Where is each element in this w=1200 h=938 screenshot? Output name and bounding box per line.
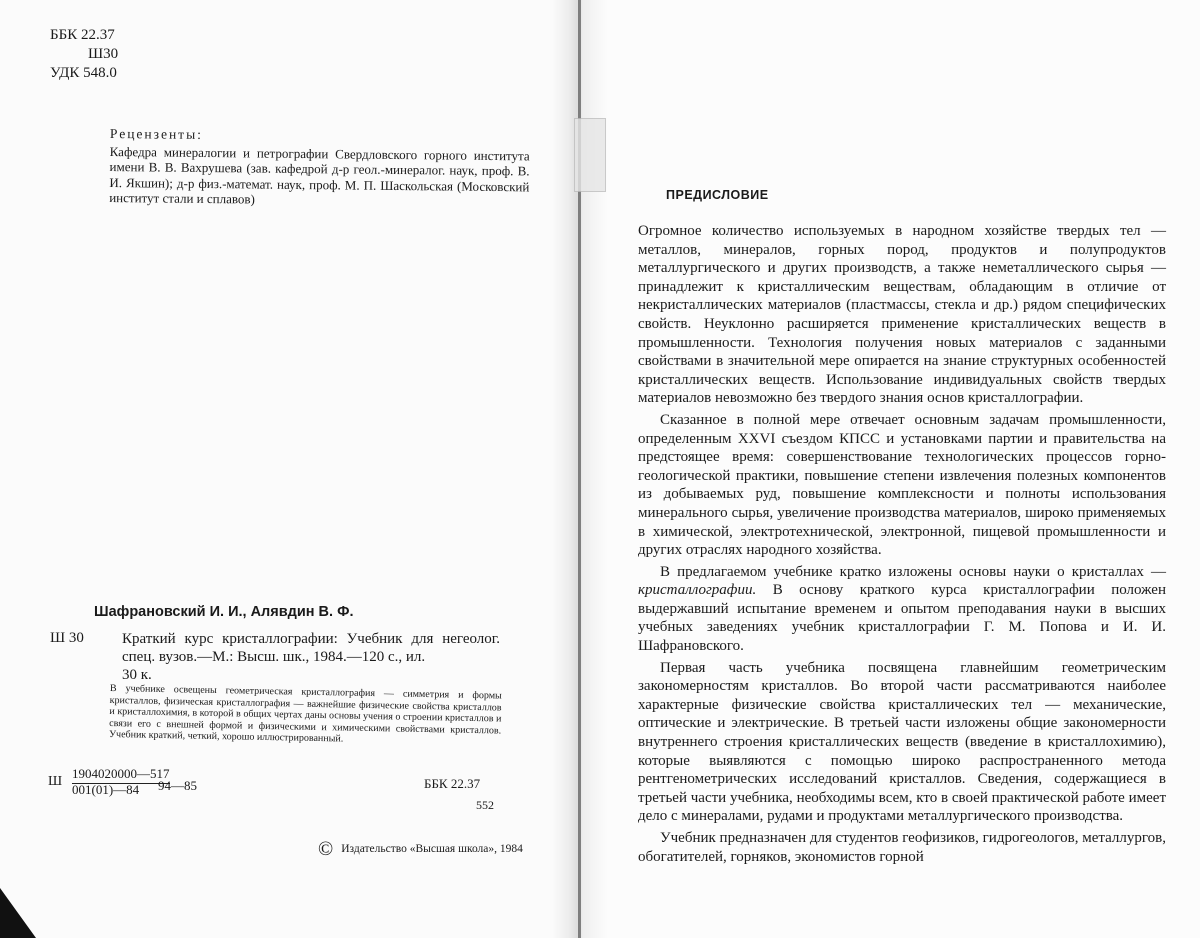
reviewers-title: Рецензенты: (109, 126, 204, 142)
preface-paragraph-5: Учебник предназначен для студентов геофизиков, гидрогеологов, металлургов, обогатителей, горняков, экономистов горной (638, 830, 1166, 865)
preface-paragraph-3-italic: кристаллографии. (638, 582, 757, 599)
book-authors: Шафрановский И. И., Алявдин В. Ф. (94, 604, 354, 620)
classification-codes (50, 26, 118, 83)
preface-heading: ПРЕДИСЛОВИЕ (666, 188, 769, 202)
copyright-line (318, 838, 523, 861)
preface-paragraph-3-start: В предлагаемом учебнике кратко изложены основы науки о кристаллах — (660, 563, 1166, 580)
isbn-denominator: 001(01)—84 (72, 782, 140, 797)
isbn-suffix: 94—85 (158, 778, 197, 793)
copyright-icon: © (318, 838, 334, 860)
catalog-number: 552 (476, 798, 494, 812)
binding-tape (574, 118, 606, 192)
bbk-code: ББК 22.37 (50, 27, 115, 43)
preface-paragraph-1: Огромное количество используемых в народном хозяйстве твердых тел — металлов, минералов, горных пород, продуктов и полупродуктов металлургического и других производств, а также неметаллического сырья — принадлежит к кристаллическим веществам, обладающим в отличие от некристаллических материалов (пластмассы, стекла и др.) рядом специфических свойств. Неуклонно расширяется применение кристаллических веществ в промышленности. Технология получения новых материалов с заданными свойствами в значительной мере опирается на знание структурных особенностей кристаллических веществ. Использование индивидуальных свойств твердых материалов невозможно без твердого знания основ кристаллографии. (638, 223, 1166, 407)
reviewers-block (109, 126, 530, 210)
bbk-code-bottom: ББК 22.37 (424, 776, 481, 791)
preface-body (638, 222, 1166, 869)
reviewers-text: Кафедра минералогии и петрографии Свердловского горного института имени В. В. Вахрушева (зав. кафедрой д-р геол.-минералог. наук, проф. В. И. Якшин); д-р физ.-математ. наук, проф. М. П. Шаскольская (Московский институт стали и сплавов) (109, 143, 530, 207)
book-price: 30 к. (122, 667, 152, 683)
preface-paragraph-3 (638, 563, 1166, 656)
author-mark: Ш30 (88, 46, 119, 62)
preface-paragraph-4: Первая часть учебника посвящена главнейшим геометрическим закономерностям кристаллов. Во второй части рассматриваются наиболее характерные физические свойства кристаллических тел — механические, оптические и электрические. В третьей части изложены общие закономерности внутреннего строения кристаллических веществ (введение в кристаллохимию), которые выявляются с помощью широко распространенного метода рентгенометрических исследований кристаллов. Сведения, содержащиеся в третьей части учебника, необходимы всем, кто в своей практической работе имеет дело с минералами, рудами и продуктами металлургического производства. (638, 659, 1166, 825)
preface-paragraph-2: Сказанное в полной мере отвечает основным задачам промышленности, определенным XXVI съездом КПСС и установками партии и правительства на предстоящее время: совершенствование технологических процессов горно-геологической практики, повышение степени извлечения полезных компонентов из добываемых руд, повышение комплексности и полноты использования минерального сырья, увеличение производства материалов, широко применяемых в химической, электротехнической, электронной, пищевой промышленности и других отраслях народного хозяйства. (638, 411, 1166, 559)
book-description-text: Краткий курс кристаллографии: Учебник для негеолог. спец. вузов.—М.: Высш. шк., 1984.—120 с., ил. (122, 631, 500, 665)
isbn-letter: Ш (48, 774, 63, 789)
book-description (122, 630, 500, 684)
left-page (0, 0, 590, 938)
book-annotation: В учебнике освещены геометрическая кристаллография — симметрия и формы кристаллов, физическая кристаллография — важнейшие физические свойства кристаллов и кристаллохимия, в которой в общих чертах даны основы учения о строении кристаллов и связи его с внешней формой и физическими и химическими свойствами кристаллов. Учебник краткий, четкий, хорошо иллюстрированный. (108, 683, 502, 745)
copyright-text: Издательство «Высшая школа», 1984 (341, 843, 523, 856)
preface-paragraph-3-end: В основу краткого курса кристаллографии положен выдержавший испытание временем и опытом преподавания науки в высших учебных заведениях учебник кристаллографии Г. М. Попова и И. И. Шафрановского. (638, 582, 1166, 655)
page-corner-shadow (0, 888, 36, 938)
udk-code: УДК 548.0 (50, 65, 117, 81)
isbn-numerator: 1904020000—517 (72, 766, 170, 784)
catalog-code: Ш 30 (50, 630, 84, 646)
